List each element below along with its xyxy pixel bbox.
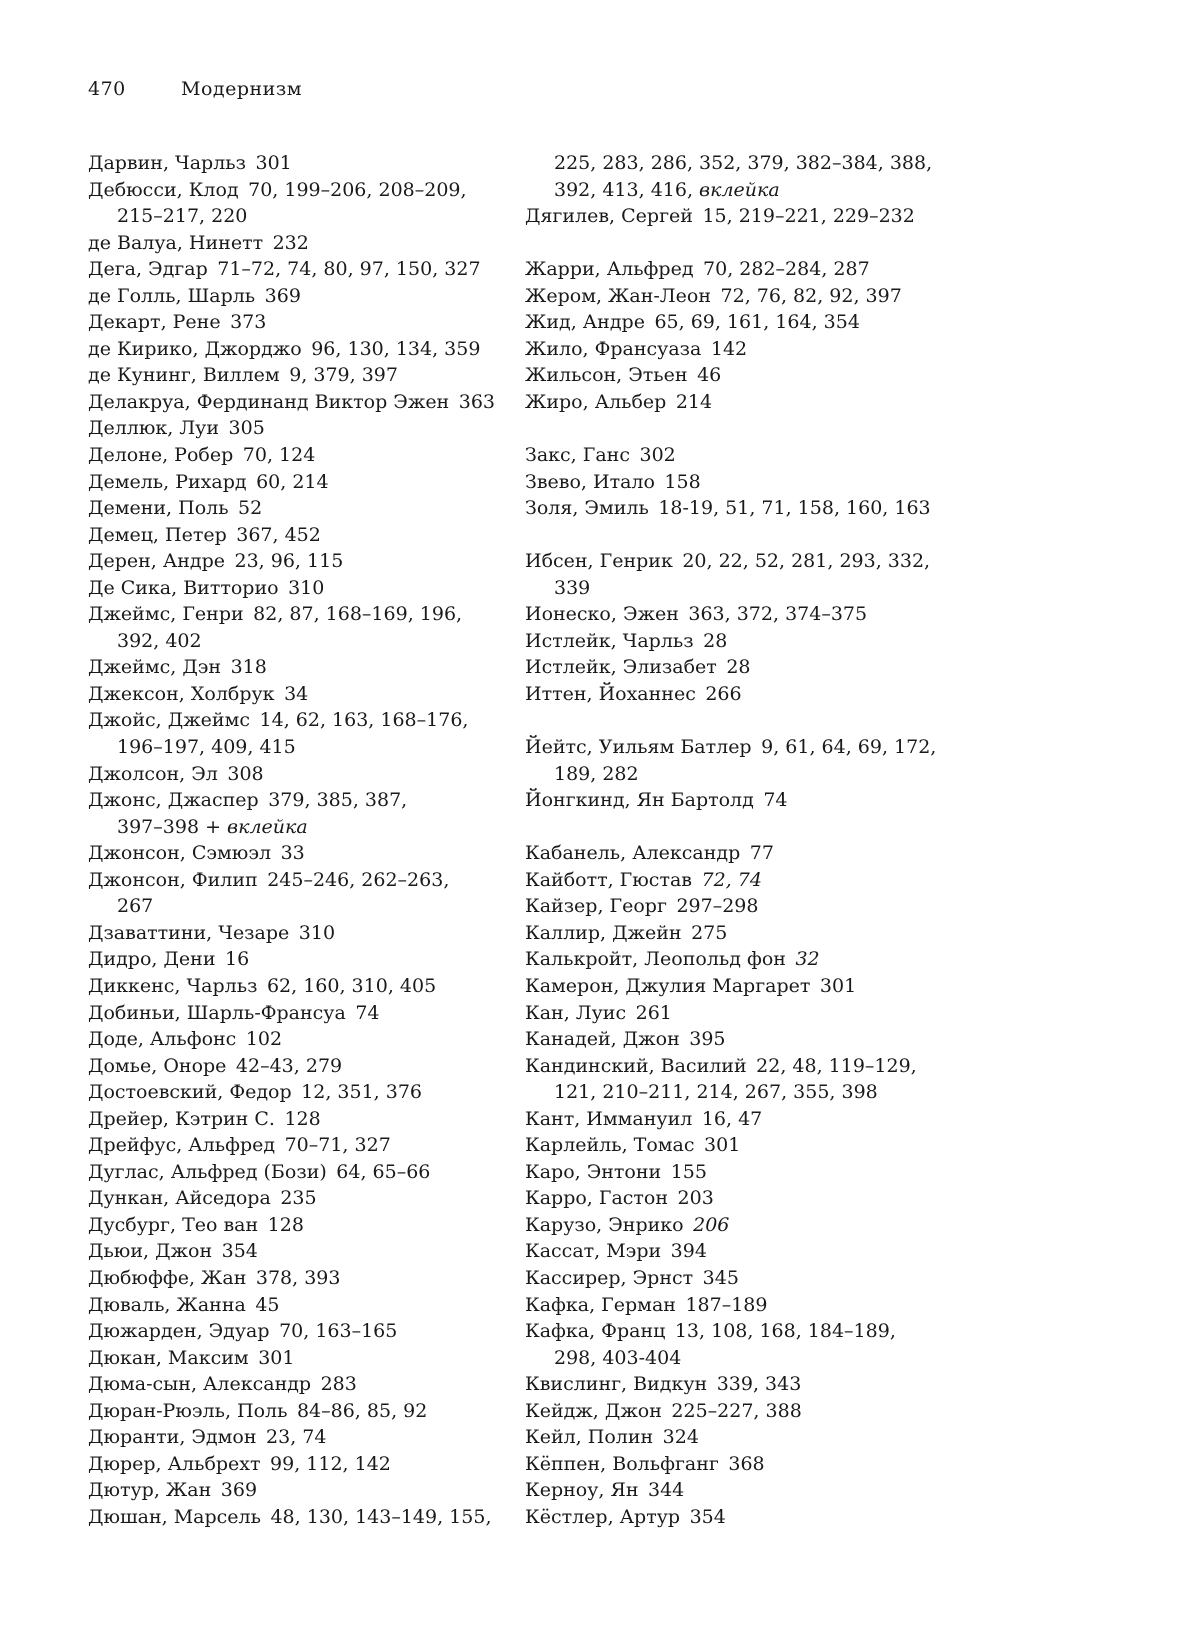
index-entry [88, 362, 513, 389]
entry-pages: 142 [710, 337, 748, 360]
entry-pages: 128 [284, 1107, 321, 1130]
index-entry [88, 1424, 513, 1451]
entry-name: Дюрер, Альбрехт [88, 1452, 261, 1475]
index-entry [88, 1398, 513, 1425]
insert-note: вклейка [699, 178, 780, 201]
index-entry [525, 548, 965, 575]
entry-name: де Кирико, Джорджо [88, 337, 302, 360]
entry-name: Каро, Энтони [525, 1160, 662, 1183]
entry-pages: 16 [225, 948, 250, 971]
entry-pages: 275 [691, 921, 728, 944]
index-entry [88, 1504, 513, 1531]
index-entry [88, 150, 513, 177]
index-entry [525, 1265, 965, 1292]
entry-pages: 394 [670, 1240, 707, 1263]
entry-continuation [88, 203, 513, 230]
index-entry [525, 1026, 965, 1053]
index-entry [525, 469, 965, 496]
index-entry [525, 495, 965, 522]
entry-pages: 15, 219–221, 229–232 [702, 205, 915, 228]
running-header [88, 78, 302, 100]
page-number: 470 [88, 78, 126, 100]
entry-pages: 48, 130, 143–149, 155, [270, 1505, 492, 1528]
entry-name: Ионеско, Эжен [525, 603, 679, 626]
entry-pages: 378, 393 [255, 1266, 341, 1289]
entry-name: Кейдж, Джон [525, 1399, 662, 1422]
insert-note: вклейка [227, 815, 308, 838]
entry-name: Дютур, Жан [88, 1479, 212, 1502]
entry-pages: 9, 61, 64, 69, 172, [761, 736, 937, 759]
continuation-pages: 339 [554, 576, 591, 599]
entry-name: Истлейк, Чарльз [525, 629, 694, 652]
index-entry [88, 469, 513, 496]
index-entry [88, 1292, 513, 1319]
index-entry [88, 681, 513, 708]
entry-pages: 354 [689, 1505, 726, 1528]
entry-name: Диккенс, Чарльз [88, 974, 258, 997]
index-entry [525, 389, 965, 416]
entry-name: Дидро, Дени [88, 948, 216, 971]
entry-name: Делоне, Робер [88, 444, 234, 467]
entry-pages: 369 [220, 1479, 258, 1502]
entry-continuation [88, 893, 513, 920]
index-column-left [88, 150, 513, 1530]
index-entry [525, 681, 965, 708]
entry-pages: 14, 62, 163, 168–176, [259, 709, 469, 732]
entry-pages: 84–86, 85, 92 [296, 1399, 428, 1422]
entry-pages-italic: 32 [795, 948, 820, 971]
index-entry [525, 1000, 965, 1027]
index-entry [88, 920, 513, 947]
entry-pages: 64, 65–66 [336, 1160, 431, 1183]
entry-pages: 42–43, 279 [235, 1054, 343, 1077]
entry-pages: 302 [639, 444, 676, 467]
entry-pages: 395 [689, 1028, 726, 1051]
entry-name: Де Сика, Витторио [88, 576, 279, 599]
entry-pages: 310 [288, 576, 325, 599]
entry-pages: 369 [264, 284, 301, 307]
entry-pages: 13, 108, 168, 184–189, [674, 1320, 896, 1343]
entry-name: Деллюк, Луи [88, 417, 220, 440]
entry-pages-italic: 206 [693, 1213, 730, 1236]
entry-name: Дебюсси, Клод [88, 178, 239, 201]
entry-continuation [525, 1345, 965, 1372]
index-entry [88, 1159, 513, 1186]
entry-continuation [88, 628, 513, 655]
entry-pages: 70, 163–165 [279, 1320, 398, 1343]
continuation-pages: 196–197, 409, 415 [117, 736, 296, 759]
entry-name: Йейтс, Уильям Батлер [525, 736, 752, 759]
index-entry [525, 1451, 965, 1478]
entry-pages: 74 [763, 789, 788, 812]
entry-continuation [525, 761, 965, 788]
entry-name: Карузо, Энрико [525, 1213, 684, 1236]
entry-pages: 77 [749, 842, 774, 865]
index-entry [88, 389, 513, 416]
index-entry [88, 1053, 513, 1080]
entry-pages: 203 [677, 1187, 714, 1210]
entry-name: Дюранти, Эдмон [88, 1426, 257, 1449]
index-entry [525, 1212, 965, 1239]
entry-name: Иттен, Йоханнес [525, 682, 696, 705]
index-entry [88, 761, 513, 788]
index-entry [88, 1477, 513, 1504]
running-title: Модернизм [181, 78, 302, 100]
entry-pages: 297–298 [676, 895, 759, 918]
index-entry [88, 973, 513, 1000]
entry-name: Демени, Поль [88, 497, 229, 520]
index-entry [88, 1265, 513, 1292]
entry-pages: 363 [458, 390, 495, 413]
index-entry [88, 442, 513, 469]
entry-name: Жером, Жан-Леон [525, 284, 712, 307]
entry-pages: 261 [635, 1001, 672, 1024]
entry-name: Джонсон, Сэмюэл [88, 842, 272, 865]
entry-name: де Голль, Шарль [88, 284, 256, 307]
entry-pages: 74 [355, 1001, 380, 1024]
index-entry [88, 495, 513, 522]
entry-pages: 12, 351, 376 [301, 1081, 423, 1104]
index-entry [525, 1106, 965, 1133]
entry-name: Дерен, Андре [88, 550, 225, 573]
entry-pages: 9, 379, 397 [289, 364, 398, 387]
entry-pages: 301 [255, 152, 292, 174]
entry-pages: 305 [228, 417, 265, 440]
index-entry [525, 1159, 965, 1186]
entry-pages: 158 [664, 470, 701, 493]
entry-name: Дзаваттини, Чезаре [88, 921, 290, 944]
entry-name: Дюваль, Жанна [88, 1293, 246, 1316]
continuation-pages: 267 [117, 895, 154, 918]
index-entry [525, 1504, 965, 1531]
entry-continuation [525, 1079, 965, 1106]
entry-name: Домье, Оноре [88, 1054, 227, 1077]
continuation-pages: 225, 283, 286, 352, 379, 382–384, 388, [554, 152, 933, 174]
entry-pages: 28 [703, 629, 728, 652]
index-entry [525, 309, 965, 336]
entry-name: Дусбург, Тео ван [88, 1213, 259, 1236]
entry-pages: 23, 74 [266, 1426, 327, 1449]
entry-pages: 45 [255, 1293, 280, 1316]
continuation-pages: 298, 403-404 [554, 1346, 682, 1369]
entry-pages: 225–227, 388 [671, 1399, 802, 1422]
entry-name: Закс, Ганс [525, 444, 630, 467]
entry-pages: 71–72, 74, 80, 97, 150, 327 [217, 258, 481, 281]
entry-continuation [525, 177, 965, 204]
index-entry [525, 628, 965, 655]
index-entry [525, 256, 965, 283]
index-entry [525, 1132, 965, 1159]
index-entry [525, 734, 965, 761]
index-entry [88, 601, 513, 628]
index-entry [525, 601, 965, 628]
entry-name: Кафка, Франц [525, 1320, 666, 1343]
entry-pages: 368 [728, 1452, 765, 1475]
entry-pages: 235 [280, 1187, 317, 1210]
entry-name: Дюбюффе, Жан [88, 1266, 247, 1289]
entry-name: Джойс, Джеймс [88, 709, 251, 732]
entry-pages: 102 [245, 1028, 283, 1051]
index-entry [88, 707, 513, 734]
entry-pages: 46 [697, 364, 722, 387]
entry-continuation [525, 575, 965, 602]
entry-name: Дрейфус, Альфред [88, 1134, 276, 1157]
index-entry [88, 1185, 513, 1212]
continuation-pages: 392, 402 [117, 629, 202, 652]
index-entry [88, 336, 513, 363]
entry-pages: 283 [320, 1373, 357, 1396]
entry-name: Карро, Гастон [525, 1187, 669, 1210]
entry-pages: 266 [705, 682, 742, 705]
index-entry [88, 1318, 513, 1345]
index-entry [88, 1026, 513, 1053]
index-entry [88, 1000, 513, 1027]
entry-name: Декарт, Рене [88, 311, 221, 334]
letter-group-gap [525, 415, 965, 442]
entry-name: Жиро, Альбер [525, 390, 667, 413]
entry-name: Дюжарден, Эдуар [88, 1320, 270, 1343]
entry-pages: 308 [227, 762, 264, 785]
entry-name: Керноу, Ян [525, 1479, 639, 1502]
entry-pages: 28 [726, 656, 751, 679]
entry-name: де Валуа, Нинетт [88, 231, 264, 254]
entry-name: Дункан, Айседора [88, 1187, 271, 1210]
entry-pages: 70, 199–206, 208–209, [248, 178, 467, 201]
entry-pages: 70, 282–284, 287 [703, 258, 870, 281]
entry-pages: 20, 22, 52, 281, 293, 332, [682, 550, 931, 573]
entry-name: Дуглас, Альфред (Бози) [88, 1160, 327, 1183]
entry-pages: 23, 96, 115 [234, 550, 344, 573]
entry-name: Демель, Рихард [88, 470, 247, 493]
entry-name: Кёстлер, Артур [525, 1505, 681, 1528]
index-entry [525, 867, 965, 894]
index-entry [525, 1185, 965, 1212]
entry-pages: 301 [258, 1346, 295, 1369]
index-entry [525, 1477, 965, 1504]
entry-pages: 301 [704, 1134, 741, 1157]
index-entry [88, 787, 513, 814]
entry-name: Йонгкинд, Ян Бартолд [525, 789, 754, 812]
letter-group-gap [525, 230, 965, 257]
index-entry [88, 230, 513, 257]
entry-pages: 70, 124 [242, 444, 316, 467]
index-entry [88, 522, 513, 549]
entry-name: Канадей, Джон [525, 1028, 680, 1051]
entry-name: Звево, Итало [525, 470, 655, 493]
continuation-pages: 215–217, 220 [117, 205, 248, 228]
entry-name: Джолсон, Эл [88, 762, 218, 785]
continuation-pages: 392, 413, 416, [554, 178, 693, 201]
entry-pages: 33 [280, 842, 305, 865]
index-entry [88, 309, 513, 336]
entry-name: Демец, Петер [88, 523, 227, 546]
index-entry [88, 177, 513, 204]
entry-pages: 18-19, 51, 71, 158, 160, 163 [658, 497, 931, 520]
entry-name: Джонсон, Филип [88, 868, 258, 891]
entry-pages: 373 [230, 311, 267, 334]
index-entry [525, 1398, 965, 1425]
entry-name: Дюкан, Максим [88, 1346, 249, 1369]
index-entry [88, 946, 513, 973]
index-entry [525, 654, 965, 681]
entry-pages: 318 [230, 656, 267, 679]
entry-pages: 99, 112, 142 [270, 1452, 391, 1475]
continuation-pages: 121, 210–211, 214, 267, 355, 398 [554, 1081, 878, 1104]
letter-group-gap [525, 522, 965, 549]
entry-name: Дюшан, Марсель [88, 1505, 261, 1528]
index-entry [88, 575, 513, 602]
index-entry [525, 203, 965, 230]
entry-name: Кант, Иммануил [525, 1107, 693, 1130]
entry-name: Жид, Андре [525, 311, 645, 334]
index-entry [88, 415, 513, 442]
entry-pages: 344 [647, 1479, 685, 1502]
entry-pages: 363, 372, 374–375 [688, 603, 868, 626]
letter-group-gap [525, 814, 965, 841]
entry-name: Дюма-сын, Александр [88, 1373, 312, 1396]
entry-pages: 96, 130, 134, 359 [311, 337, 481, 360]
entry-name: Камерон, Джулия Маргарет [525, 974, 811, 997]
index-entry [525, 973, 965, 1000]
index-entry [525, 1424, 965, 1451]
entry-continuation [525, 150, 965, 177]
entry-name: де Кунинг, Виллем [88, 364, 280, 387]
entry-pages: 310 [298, 921, 336, 944]
index-entry [88, 1238, 513, 1265]
entry-pages: 354 [221, 1240, 258, 1263]
entry-continuation [88, 734, 513, 761]
entry-pages: 128 [267, 1213, 304, 1236]
index-entry [88, 256, 513, 283]
continuation-pages: 189, 282 [554, 762, 639, 785]
entry-pages: 232 [272, 231, 309, 254]
entry-name: Достоевский, Федор [88, 1081, 292, 1104]
index-entry [525, 1053, 965, 1080]
entry-name: Квислинг, Видкун [525, 1373, 708, 1396]
entry-name: Кафка, Герман [525, 1293, 676, 1316]
entry-name: Кайботт, Гюстав [525, 868, 692, 891]
index-entry [525, 362, 965, 389]
entry-name: Кёппен, Вольфганг [525, 1452, 719, 1475]
index-entry [525, 1238, 965, 1265]
index-entry [88, 1345, 513, 1372]
letter-group-gap [525, 707, 965, 734]
index-entry [525, 920, 965, 947]
entry-name: Делакруа, Фердинанд Виктор Эжен [88, 390, 450, 413]
index-entry [525, 1371, 965, 1398]
entry-pages: 82, 87, 168–169, 196, [253, 603, 463, 626]
entry-name: Каллир, Джейн [525, 921, 682, 944]
entry-name: Кан, Луис [525, 1001, 627, 1024]
entry-pages: 16, 47 [701, 1107, 763, 1130]
entry-name: Кассирер, Эрнст [525, 1266, 694, 1289]
index-entry [88, 1212, 513, 1239]
entry-name: Калькройт, Леопольд фон [525, 948, 786, 971]
entry-continuation [88, 814, 513, 841]
entry-name: Джеймс, Генри [88, 603, 244, 626]
entry-pages: 324 [662, 1426, 699, 1449]
entry-name: Карлейль, Томас [525, 1134, 695, 1157]
entry-name: Кандинский, Василий [525, 1054, 747, 1077]
index-entry [88, 867, 513, 894]
index-entry [88, 1106, 513, 1133]
entry-pages: 62, 160, 310, 405 [266, 974, 437, 997]
entry-name: Жарри, Альфред [525, 258, 694, 281]
entry-name: Доде, Альфонс [88, 1028, 237, 1051]
index-column-right [525, 150, 965, 1530]
entry-pages: 70–71, 327 [284, 1134, 391, 1157]
index-entry [525, 442, 965, 469]
entry-name: Кабанель, Александр [525, 842, 741, 865]
entry-pages: 187–189 [685, 1293, 768, 1316]
index-entry [88, 1079, 513, 1106]
entry-pages: 345 [702, 1266, 739, 1289]
index-entry [525, 946, 965, 973]
index-entry [88, 1451, 513, 1478]
entry-name: Жило, Франсуаза [525, 337, 702, 360]
index-entry [525, 1318, 965, 1345]
entry-name: Жильсон, Этьен [525, 364, 688, 387]
entry-pages: 155 [670, 1160, 707, 1183]
index-entry [525, 336, 965, 363]
entry-name: Джеймс, Дэн [88, 656, 222, 679]
entry-name: Кейл, Полин [525, 1426, 654, 1449]
index-entry [525, 840, 965, 867]
entry-pages-italic: 72, 74 [701, 868, 762, 891]
entry-name: Джексон, Холбрук [88, 682, 275, 705]
entry-name: Дега, Эдгар [88, 258, 208, 281]
continuation-pages: 397–398 + [117, 815, 221, 838]
entry-pages: 22, 48, 119–129, [756, 1054, 917, 1077]
index-entry [525, 1292, 965, 1319]
entry-name: Дягилев, Сергей [525, 205, 693, 228]
entry-name: Ибсен, Генрик [525, 550, 673, 573]
entry-name: Дарвин, Чарльз [88, 152, 246, 174]
index-entry [88, 1371, 513, 1398]
entry-pages: 52 [238, 497, 263, 520]
index-entry [525, 283, 965, 310]
index-entry [88, 283, 513, 310]
entry-name: Кайзер, Георг [525, 895, 667, 918]
entry-name: Золя, Эмиль [525, 497, 649, 520]
entry-name: Дьюи, Джон [88, 1240, 213, 1263]
entry-pages: 72, 76, 82, 92, 397 [720, 284, 902, 307]
index-entry [88, 840, 513, 867]
entry-name: Истлейк, Элизабет [525, 656, 717, 679]
entry-pages: 34 [284, 682, 309, 705]
entry-pages: 214 [675, 390, 713, 413]
entry-pages: 379, 385, 387, [268, 789, 408, 812]
entry-pages: 60, 214 [256, 470, 329, 493]
index-entry [525, 787, 965, 814]
entry-pages: 245–246, 262–263, [267, 868, 450, 891]
index-entry [88, 548, 513, 575]
entry-pages: 301 [819, 974, 857, 997]
entry-name: Кассат, Мэри [525, 1240, 662, 1263]
entry-name: Джонс, Джаспер [88, 789, 259, 812]
index-entry [88, 654, 513, 681]
index-entry [88, 1132, 513, 1159]
index-entry [525, 893, 965, 920]
entry-name: Дюран-Рюэль, Поль [88, 1399, 288, 1422]
entry-name: Дрейер, Кэтрин С. [88, 1107, 275, 1130]
entry-pages: 65, 69, 161, 164, 354 [654, 311, 860, 334]
entry-pages: 339, 343 [716, 1373, 802, 1396]
entry-name: Добиньи, Шарль-Франсуа [88, 1001, 346, 1024]
entry-pages: 367, 452 [236, 523, 321, 546]
